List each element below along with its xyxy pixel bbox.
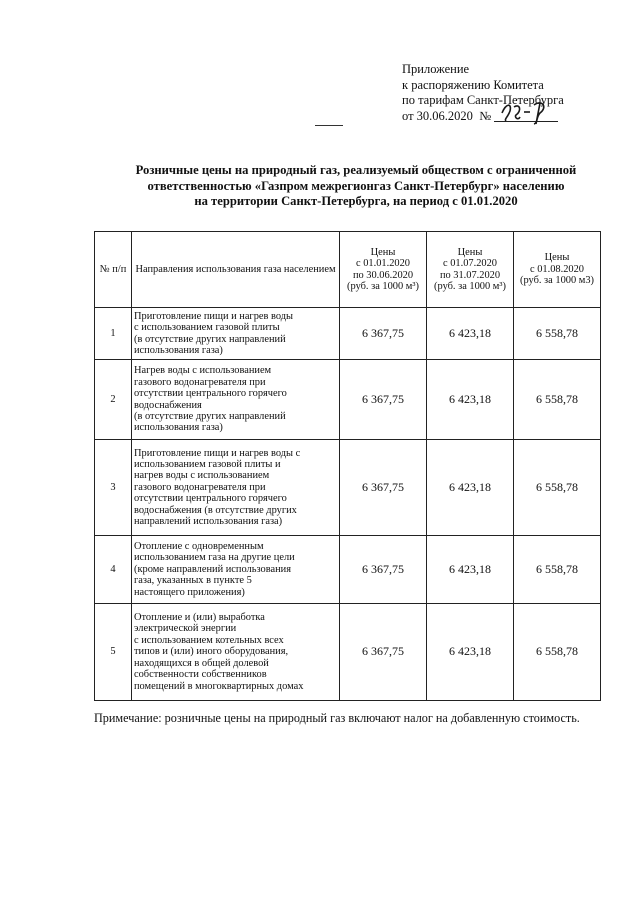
direction-line: использования газа) [134,344,223,356]
direction-line: использованием газовой плиты и [134,458,281,470]
col-header-num: № п/п [95,232,132,308]
price-period-3: 6 558,78 [514,440,601,536]
period-1-to: по 30.06.2020 [352,269,414,281]
direction-line: Отопление и (или) выработка [134,612,265,624]
period-3-from: с 01.08.2020 [530,263,584,275]
table-row [95,536,601,604]
table-row [95,308,601,360]
appendix-label: Приложение [402,62,470,76]
price-period-2: 6 423,18 [427,308,514,360]
number-sign: № [479,108,492,123]
period-3-label: Цены [544,252,570,264]
appendix-header [402,62,564,124]
appendix-order-ref: к распоряжению Комитета [402,77,544,92]
direction-line: (в отсутствие других направлений [134,410,286,422]
row-direction [132,360,340,440]
row-num: 4 [95,536,132,604]
footnote: Примечание: розничные цены на природный газ включают налог на добавленную стоимость. [94,711,580,725]
appendix-date-line [402,109,564,125]
period-3-unit: (руб. за 1000 м3) [520,275,594,287]
row-num: 1 [95,308,132,360]
direction-line: Приготовление пищи и нагрев воды с [134,447,301,459]
direction-line: газового водонагревателя при [134,376,266,388]
appendix-committee: по тарифам Санкт-Петербурга [402,93,564,107]
table-row [95,604,601,701]
order-number-field [494,109,558,125]
direction-line: водоснабжения [134,399,202,411]
appendix-date: от 30.06.2020 [402,108,473,123]
period-2-from: с 01.07.2020 [443,258,497,270]
direction-line: типов и (или) иного оборудования, [134,646,289,658]
period-2-to: по 31.07.2020 [439,269,501,281]
direction-line: нагрев воды с использованием [134,470,270,482]
direction-line: отсутствии центрального горячего [134,388,287,400]
period-2-unit: (руб. за 1000 м³) [434,280,506,292]
separator-dash [315,125,343,126]
period-1-unit: (руб. за 1000 м³) [347,280,419,292]
row-num: 5 [95,604,132,701]
direction-line: помещений в многоквартирных домах [134,680,304,692]
period-2-label: Цены [457,246,483,258]
direction-line: газа, указанных в пункте 5 [134,575,252,587]
page-title [96,163,616,210]
row-num: 2 [95,360,132,440]
price-period-2: 6 423,18 [427,440,514,536]
direction-line: отсутствии центрального горячего [134,493,287,505]
table-row [95,440,601,536]
title-line-1: Розничные цены на природный газ, реализуемый обществом с ограниченной [135,163,577,177]
price-period-1: 6 367,75 [340,536,427,604]
price-table [94,231,601,701]
direction-line: использованием газа на другие цели [134,552,295,564]
direction-line: водоснабжения (в отсутствие других [134,504,297,516]
direction-line: (в отсутствие других направлений [134,333,286,345]
price-period-3: 6 558,78 [514,536,601,604]
price-period-1: 6 367,75 [340,604,427,701]
row-direction [132,536,340,604]
price-period-1: 6 367,75 [340,308,427,360]
title-line-2: ответственностью «Газпром межрегионгаз Санкт-Петербург» населению [147,178,565,193]
handwritten-number-icon [498,99,554,125]
direction-line: (кроме направлений использования [134,563,291,575]
period-1-from: с 01.01.2020 [356,258,410,270]
direction-line: Приготовление пищи и нагрев воды [134,310,293,322]
direction-line: с использованием газовой плиты [134,322,280,334]
row-direction [132,440,340,536]
row-num: 3 [95,440,132,536]
col-header-period-1 [340,232,427,308]
period-1-label: Цены [370,246,396,258]
col-header-direction: Направления использования газа населением [132,232,340,308]
price-period-2: 6 423,18 [427,360,514,440]
col-header-period-2 [427,232,514,308]
direction-line: электрической энергии [134,623,237,635]
price-period-3: 6 558,78 [514,308,601,360]
price-period-2: 6 423,18 [427,536,514,604]
price-period-2: 6 423,18 [427,604,514,701]
direction-line: газового водонагревателя при [134,481,266,493]
direction-line: направлений использования газа) [134,516,283,528]
row-direction [132,604,340,701]
direction-line: Отопление с одновременным [134,540,264,552]
price-period-1: 6 367,75 [340,360,427,440]
price-period-3: 6 558,78 [514,604,601,701]
table-row [95,360,601,440]
direction-line: собственности собственников [134,669,267,681]
direction-line: находящихся в общей долевой [134,657,269,669]
direction-line: Нагрев воды с использованием [134,365,272,377]
price-period-1: 6 367,75 [340,440,427,536]
direction-line: использования газа) [134,422,223,434]
col-header-period-3 [514,232,601,308]
row-direction [132,308,340,360]
price-period-3: 6 558,78 [514,360,601,440]
table-header-row [95,232,601,308]
direction-line: настоящего приложения) [134,586,245,598]
title-line-3: на территории Санкт-Петербурга, на период с 01.01.2020 [194,194,518,208]
direction-line: с использованием котельных всех [134,634,284,646]
